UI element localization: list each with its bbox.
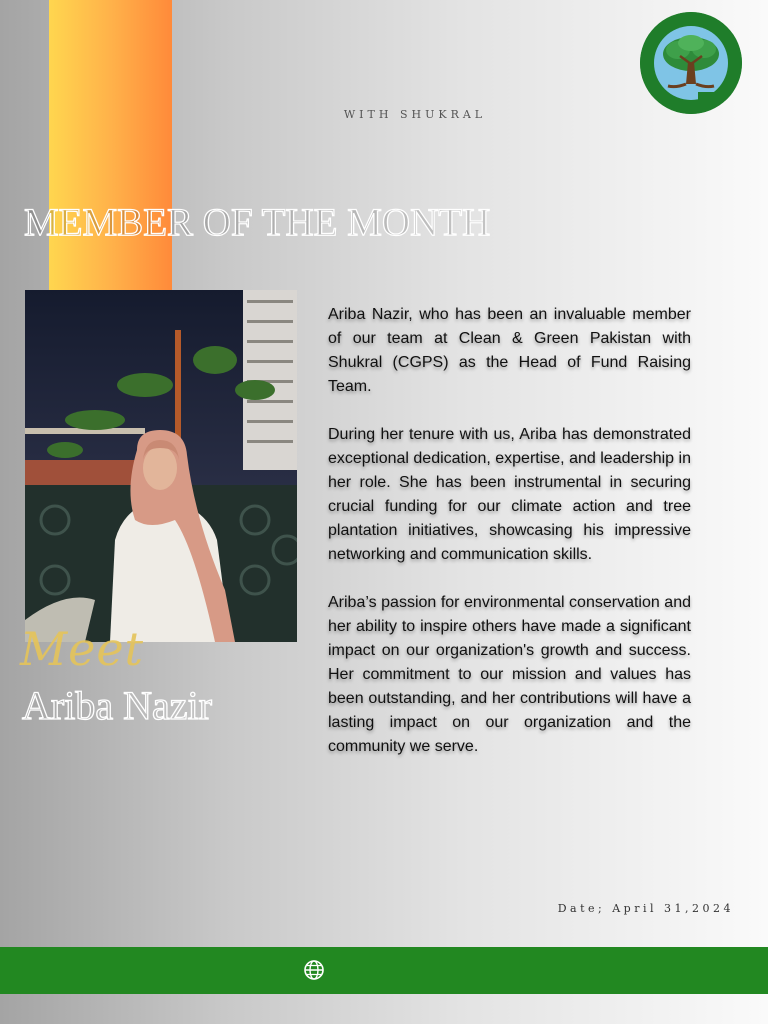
globe-icon[interactable]	[303, 959, 325, 981]
article-paragraph: Ariba’s passion for environmental conservation and her ability to inspire others have made a significant impact on our organization's growth and success. Her commitment to our mission and values has been outstanding, and her contributions will have a lasting impact on our organization and the community we serve.	[328, 594, 691, 755]
meet-script: Meet	[20, 622, 145, 676]
member-name: Ariba Nazir	[22, 683, 212, 728]
article-paragraph: Ariba Nazir, who has been an invaluable member of our team at Clean & Green Pakistan with Shukral (CGPS) as the Head of Fund Raising Team.	[328, 306, 691, 395]
date-label: Date; April 31,2024	[557, 902, 734, 915]
subtitle: WITH SHUKRAL	[343, 108, 487, 121]
article-paragraph: During her tenure with us, Ariba has demonstrated exceptional dedication, expertise, and leadership in her role. She has been instrumental in securing crucial funding for our climate action and tree plantation initiatives, showcasing his impressive networking and communication skills.	[328, 426, 691, 563]
footer-bar	[0, 947, 768, 994]
member-photo	[25, 290, 297, 642]
tree-logo-icon	[640, 12, 742, 114]
article-body	[328, 303, 691, 783]
accent-bar	[49, 0, 172, 290]
page-title: MEMBER OF THE MONTH	[24, 201, 491, 244]
